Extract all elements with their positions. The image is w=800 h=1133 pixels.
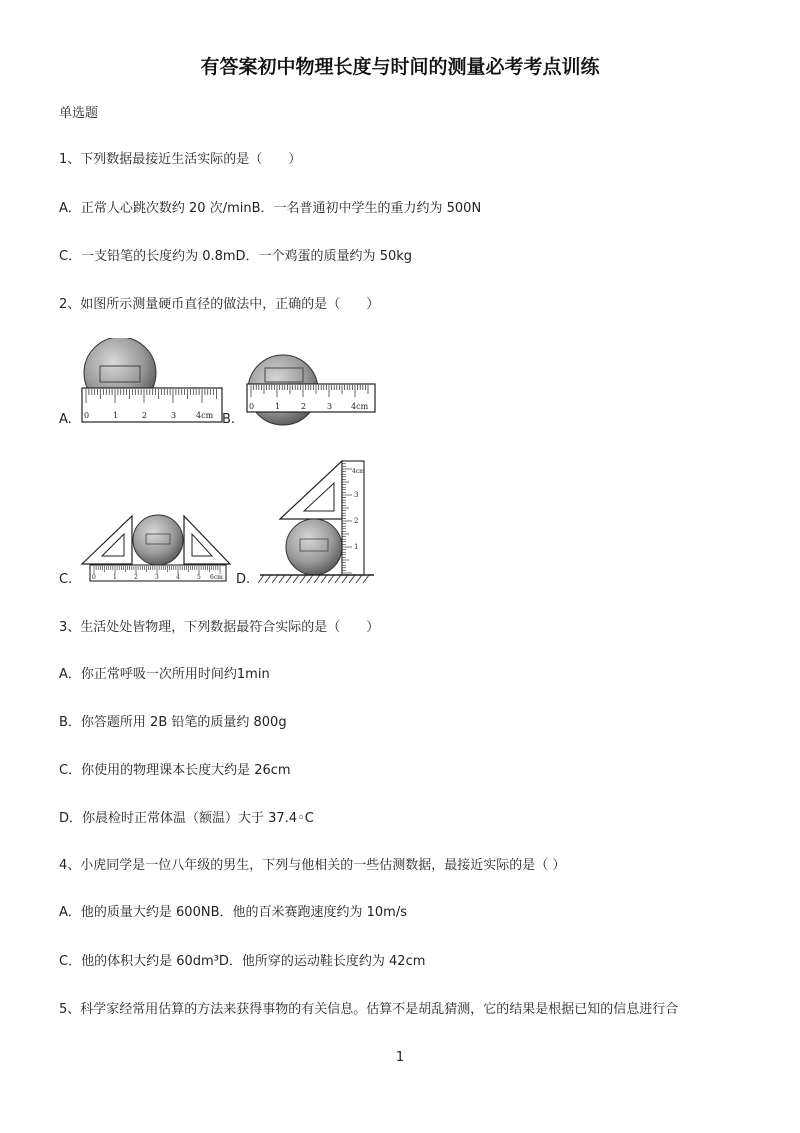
tick-label: 2 [301, 402, 307, 411]
option-d-label: D. [236, 572, 251, 587]
option-a-label: A. [59, 412, 72, 427]
question-3-option-c: C．你使用的物理课本长度大约是 26cm [59, 763, 291, 778]
tick-label: 4cm [351, 402, 369, 411]
ruler [342, 461, 364, 575]
option-c-label: C. [59, 572, 73, 587]
tick-label: 3 [171, 411, 177, 420]
tick-label: 1 [113, 411, 119, 420]
tick-label: 4cm [196, 411, 214, 420]
coin [133, 515, 183, 565]
question-3-option-b: B．你答题所用 2B 铅笔的质量约 800g [59, 715, 287, 730]
question-3-stem: 3、生活处处皆物理，下列数据最符合实际的是（ ） [59, 620, 380, 635]
triangle-ruler-right [184, 516, 230, 564]
tick-label: 2 [134, 574, 138, 581]
tick-label: 1 [113, 574, 117, 581]
option-b-label: B. [222, 412, 236, 427]
tick-label: 0 [92, 574, 96, 581]
tick-label: 0 [249, 402, 255, 411]
question-1-options-ab: A．正常人心跳次数约 20 次/minB．一名普通初中学生的重力约为 500N [59, 201, 482, 216]
question-4-stem: 4、小虎同学是一位八年级的男生，下列与他相关的一些估测数据，最接近实际的是（ ） [59, 858, 566, 873]
tick-label: 3 [354, 491, 359, 499]
tick-label: 1 [275, 402, 281, 411]
tick-label: 0 [84, 411, 90, 420]
question-4-options-cd: C．他的体积大约是 60dm³D．他所穿的运动鞋长度约为 42cm [59, 954, 426, 969]
question-5-stem: 5、科学家经常用估算的方法来获得事物的有关信息。估算不是胡乱猜测，它的结果是根据已知的信息进行合 [59, 1002, 679, 1017]
tick-label: 4cm [352, 468, 365, 475]
figure-option-d [258, 457, 378, 587]
tick-label: 2 [354, 517, 359, 525]
coin [286, 519, 342, 575]
tick-label: 3 [155, 574, 159, 581]
tick-label: 4 [176, 574, 180, 581]
tick-label: 3 [327, 402, 333, 411]
question-1-stem: 1、下列数据最接近生活实际的是（ ） [59, 152, 302, 167]
figure-option-b [243, 352, 379, 426]
tick-label: 5 [197, 574, 201, 581]
question-3-option-d: D．你晨检时正常体温（额温）大于 37.4◦C [59, 811, 314, 826]
question-2-stem: 2、如图所示测量硬币直径的做法中，正确的是（ ） [59, 297, 380, 312]
tick-label: 2 [142, 411, 148, 420]
figure-option-c [78, 510, 238, 586]
tick-label: 6cm [210, 574, 223, 581]
section-label: 单选题 [59, 106, 99, 121]
question-1-options-cd: C．一支铅笔的长度约为 0.8mD．一个鸡蛋的质量约为 50kg [59, 249, 413, 264]
tick-label: 1 [354, 543, 359, 551]
page-title: 有答案初中物理长度与时间的测量必考考点训练 [200, 56, 600, 78]
page-number: 1 [395, 1050, 405, 1065]
question-4-options-ab: A．他的质量大约是 600NB．他的百米赛跑速度约为 10m/s [59, 905, 407, 920]
figure-option-a [78, 338, 226, 426]
question-3-option-a: A．你正常呼吸一次所用时间约1min [59, 667, 270, 682]
